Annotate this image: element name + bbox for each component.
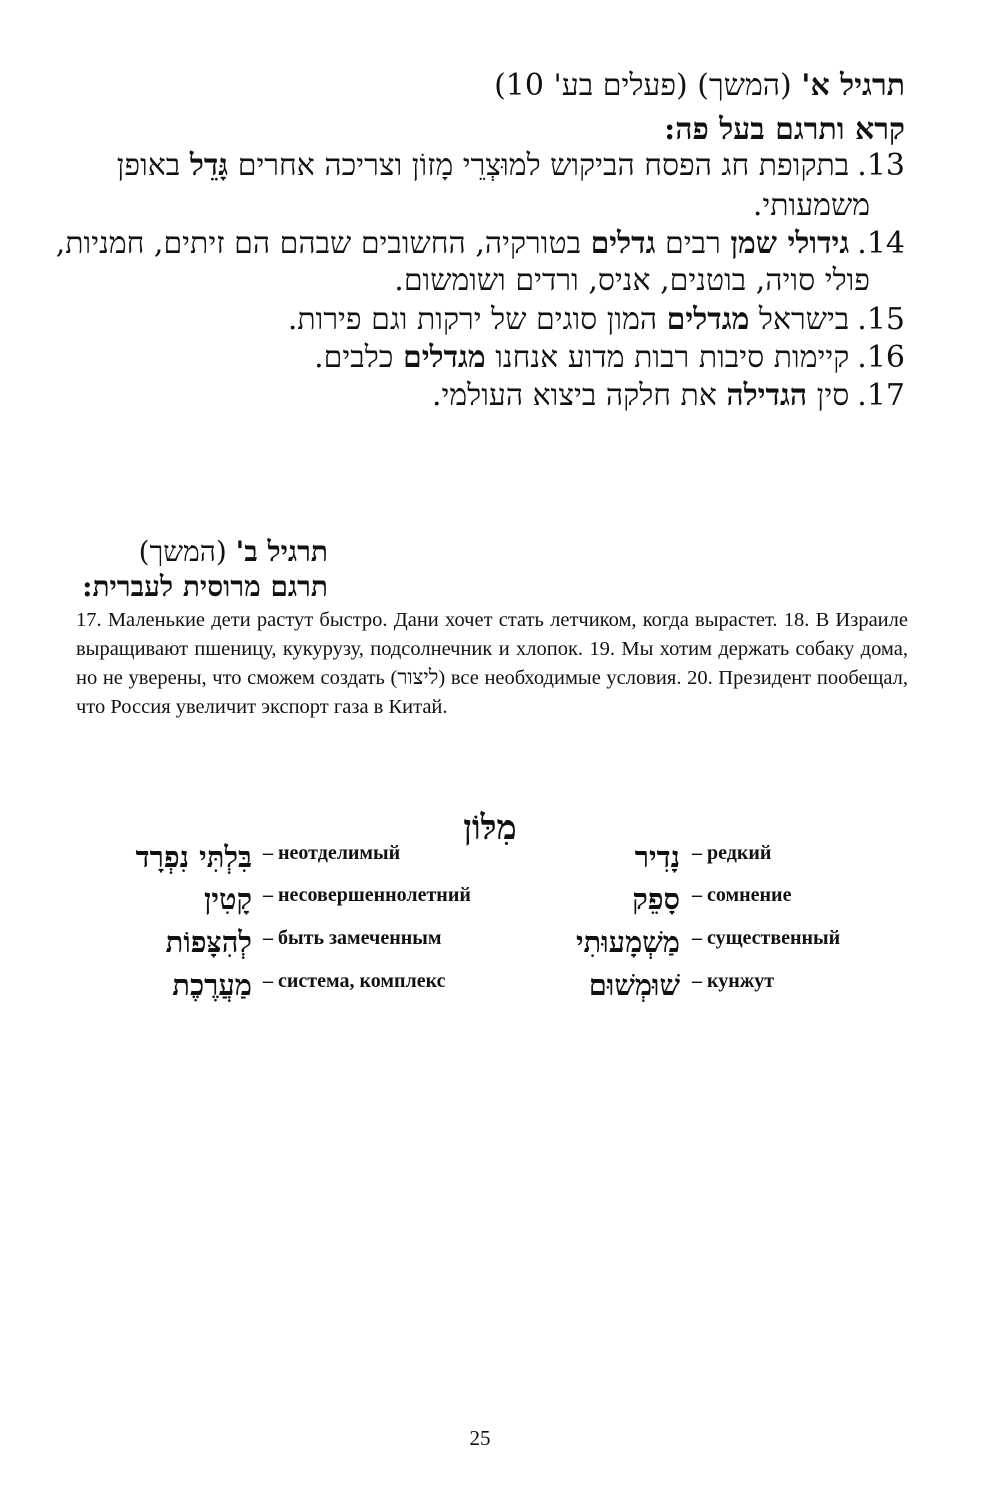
dictionary-title: מִלּוֹן bbox=[463, 808, 517, 848]
item-keyword: גָּדֵל bbox=[189, 148, 229, 183]
exercise-b-title-note: (המשך) bbox=[138, 535, 227, 568]
item-text: קיימות סיבות רבות מדוע אנחנו bbox=[485, 340, 850, 375]
dictionary-word-hebrew: שׁוּמְשׁוּם bbox=[588, 968, 680, 1002]
exercise-a-item-14-line2: פולי סויה, בוטנים, אניס, ורדים ושומשום. bbox=[394, 263, 870, 298]
item-text: רבים bbox=[655, 226, 731, 261]
dictionary-word-russian: – несовершеннолетний bbox=[263, 884, 471, 906]
dictionary-word-russian: – сомнение bbox=[692, 884, 792, 906]
item-number: 17. bbox=[857, 378, 905, 413]
exercise-b-title bbox=[139, 535, 328, 569]
exercise-a-title bbox=[494, 68, 905, 103]
item-text: המון סוגים של ירקות וגם פירות. bbox=[287, 302, 667, 337]
exercise-a-title-label: תרגיל א' bbox=[801, 68, 905, 103]
dictionary-word-russian: – система, комплекс bbox=[263, 970, 446, 992]
exercise-a-item-13 bbox=[117, 148, 905, 183]
item-number: 13. bbox=[857, 148, 905, 183]
item-number: 16. bbox=[857, 340, 905, 375]
dictionary-word-hebrew: מַשְׁמָעוּתִי bbox=[575, 925, 680, 959]
russian-text-part: 17. Маленькие дети растут быстро. Дани хочет стать летчиком, когда вырастет. 18. В Израиле выращивают пшеницу, кукурузу, подсолнечник и хлопок. 19. Мы хотим держать собаку дома, но не уверены, что сможем создать bbox=[76, 609, 908, 689]
exercise-a-title-note: (המשך) (פעלים בע' 10) bbox=[494, 68, 792, 103]
exercise-b-instruction: תרגם מרוסית לעברית: bbox=[82, 570, 328, 603]
item-text: באופן bbox=[116, 148, 190, 183]
item-text: כלבים. bbox=[314, 340, 403, 375]
item-text: בתקופת חג הפסח הביקוש למוּצְרֵי מָזוֹן וצריכה אחרים bbox=[228, 148, 850, 183]
dictionary-word-russian: – редкий bbox=[692, 842, 772, 864]
dictionary-word-russian: – неотделимый bbox=[263, 842, 401, 864]
exercise-b-title-label: תרגיל ב' bbox=[235, 535, 328, 568]
item-number: 15. bbox=[857, 302, 905, 337]
exercise-a-item-17 bbox=[432, 378, 905, 413]
dictionary-word-hebrew: בִּלְתִּי נִפְרָד bbox=[135, 840, 252, 874]
page-number: 25 bbox=[469, 1426, 491, 1450]
dictionary-word-hebrew: סָפֵק bbox=[632, 882, 680, 916]
exercise-a-item-16 bbox=[314, 340, 905, 375]
exercise-b-russian-text bbox=[76, 606, 908, 722]
item-keyword: מגדלים bbox=[402, 340, 486, 375]
dictionary-word-hebrew: קָטִין bbox=[203, 882, 252, 916]
item-number: 14. bbox=[857, 226, 905, 261]
dictionary-word-hebrew: נָדִיר bbox=[634, 840, 680, 874]
item-text: בישראל bbox=[749, 302, 850, 337]
exercise-a-item-13-line2: משמעותי. bbox=[752, 188, 870, 223]
item-text: סין bbox=[807, 378, 850, 413]
exercise-a-instruction: קרא ותרגם בעל פה: bbox=[664, 112, 905, 147]
item-keyword: גדלים bbox=[590, 226, 656, 261]
dictionary-word-russian: – кунжут bbox=[692, 970, 775, 992]
exercise-a-item-14 bbox=[56, 226, 905, 261]
item-text: את חלקה ביצוא העולמי. bbox=[432, 378, 727, 413]
dictionary-word-hebrew: לְהִצָּפוֹת bbox=[165, 925, 252, 959]
item-keyword: מגדלים bbox=[666, 302, 750, 337]
dictionary-word-hebrew: מַעֲרֶכֶת bbox=[172, 968, 252, 1002]
item-keyword: הגדילה bbox=[726, 378, 808, 413]
russian-text-part: все необходимые условия. 20. Президент пообещал, что Россия увеличит экспорт газа в Китай. bbox=[76, 667, 909, 718]
dictionary-word-russian: – быть замеченным bbox=[263, 927, 442, 949]
hebrew-hint: (ליצור) bbox=[390, 667, 446, 689]
dictionary-word-russian: – существенный bbox=[692, 927, 841, 949]
exercise-a-item-15 bbox=[288, 302, 905, 337]
item-text: בטורקיה, החשובים שבהם הם זיתים, חמניות, bbox=[55, 226, 591, 261]
item-keyword: גידולי שמן bbox=[730, 226, 850, 261]
